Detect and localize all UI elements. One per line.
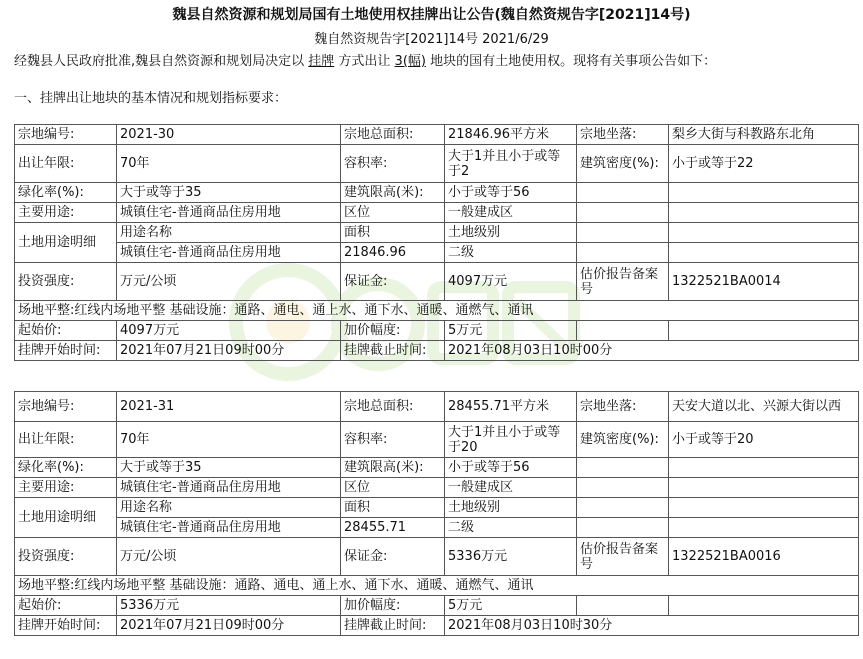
label-total-area: 宗地总面积: <box>341 392 445 422</box>
label-appraisal: 估价报告备案号 <box>577 263 669 301</box>
table-row <box>15 422 859 458</box>
value-green: 大于或等于35 <box>117 458 341 478</box>
value-appraisal: 1322521BA0014 <box>669 263 859 301</box>
value-height: 小于或等于56 <box>445 183 577 203</box>
value-leveling: 红线内场地平整 基础设施：通路、通电、通上水、通下水、通暖、通燃气、通讯 <box>74 303 534 318</box>
label-invest: 投资强度: <box>15 263 117 301</box>
label-list-start: 挂牌开始时间: <box>15 341 117 361</box>
table-row <box>15 518 859 538</box>
label-far: 容积率: <box>341 145 445 183</box>
label-height: 建筑限高(米): <box>341 183 445 203</box>
intro-count: 3(幅) <box>394 54 426 69</box>
table-row <box>15 498 859 518</box>
value-leveling: 红线内场地平整 基础设施：通路、通电、通上水、通下水、通暖、通燃气、通讯 <box>74 578 534 593</box>
value-far: 大于1并且小于或等于2 <box>445 145 577 183</box>
document-title: 魏县自然资源和规划局国有土地使用权挂牌出让公告(魏自然资规告字[2021]14号) <box>172 7 691 23</box>
label-appraisal: 估价报告备案号 <box>577 538 669 576</box>
label-density: 建筑密度(%): <box>577 145 669 183</box>
value-main-use: 城镇住宅-普通商品住房用地 <box>117 203 341 223</box>
value-deposit: 4097万元 <box>445 263 577 301</box>
value-term: 70年 <box>117 422 341 458</box>
value-increment: 5万元 <box>445 321 577 341</box>
label-far: 容积率: <box>341 422 445 458</box>
label-green: 绿化率(%): <box>15 183 117 203</box>
value-far: 大于1并且小于或等于20 <box>445 422 577 458</box>
value-invest-unit: 万元/公顷 <box>117 538 341 576</box>
table-row <box>15 145 859 183</box>
label-increment: 加价幅度: <box>341 321 445 341</box>
value-location: 梨乡大街与科教路东北角 <box>669 125 859 145</box>
value-list-start: 2021年07月21日09时00分 <box>117 616 341 636</box>
label-total-area: 宗地总面积: <box>341 125 445 145</box>
intro-before-method: 经魏县人民政府批准,魏县自然资源和规划局决定以 <box>14 54 309 69</box>
value-appraisal: 1322521BA0016 <box>669 538 859 576</box>
leveling-row <box>15 576 859 596</box>
label-parcel-no: 宗地编号: <box>15 392 117 422</box>
intro-paragraph <box>14 53 859 70</box>
label-list-start: 挂牌开始时间: <box>15 616 117 636</box>
table-row <box>15 392 859 422</box>
label-start-price: 起始价: <box>15 321 117 341</box>
value-density: 小于或等于20 <box>669 422 859 458</box>
value-parcel-no: 2021-31 <box>117 392 341 422</box>
label-leveling: 场地平整: <box>18 578 75 593</box>
label-parcel-no: 宗地编号: <box>15 125 117 145</box>
value-total-area: 21846.96平方米 <box>445 125 577 145</box>
parcel-table-1 <box>14 124 859 361</box>
table-row <box>15 616 859 636</box>
value-land-grade: 二级 <box>445 518 577 538</box>
table-row <box>15 183 859 203</box>
value-start-price: 5336万元 <box>117 596 341 616</box>
parcel-table-2 <box>14 391 859 636</box>
value-term: 70年 <box>117 145 341 183</box>
table-row <box>15 478 859 498</box>
value-area: 21846.96 <box>341 243 445 263</box>
label-use-detail: 土地用途明细 <box>15 498 117 538</box>
value-location: 天安大道以北、兴源大街以西 <box>669 392 859 422</box>
label-green: 绿化率(%): <box>15 458 117 478</box>
label-use-detail: 土地用途明细 <box>15 223 117 263</box>
value-increment: 5万元 <box>445 596 577 616</box>
label-invest: 投资强度: <box>15 538 117 576</box>
value-start-price: 4097万元 <box>117 321 341 341</box>
value-list-end: 2021年08月03日10时00分 <box>445 341 859 361</box>
table-row <box>15 341 859 361</box>
label-main-use: 主要用途: <box>15 203 117 223</box>
value-density: 小于或等于22 <box>669 145 859 183</box>
value-parcel-no: 2021-30 <box>117 125 341 145</box>
table-row <box>15 576 859 596</box>
label-use-name: 用途名称 <box>117 498 341 518</box>
label-height: 建筑限高(米): <box>341 458 445 478</box>
intro-method: 挂牌 <box>308 54 335 69</box>
table-row <box>15 223 859 243</box>
table-row <box>15 203 859 223</box>
label-zone: 区位 <box>341 203 445 223</box>
table-row <box>15 596 859 616</box>
label-list-end: 挂牌截止时间: <box>341 616 445 636</box>
table-row <box>15 321 859 341</box>
table-row <box>15 458 859 478</box>
value-land-grade: 二级 <box>445 243 577 263</box>
intro-after: 地块的国有土地使用权。现将有关事项公告如下： <box>425 54 717 69</box>
section-heading: 一、挂牌出让地块的基本情况和规划指标要求： <box>14 91 288 106</box>
label-land-grade: 土地级别 <box>445 498 577 518</box>
table-row <box>15 538 859 576</box>
label-location: 宗地坐落: <box>577 125 669 145</box>
label-list-end: 挂牌截止时间: <box>341 341 445 361</box>
label-location: 宗地坐落: <box>577 392 669 422</box>
label-land-grade: 土地级别 <box>445 223 577 243</box>
intro-mid: 方式出让 <box>334 54 395 69</box>
label-deposit: 保证金: <box>341 263 445 301</box>
label-zone: 区位 <box>341 478 445 498</box>
label-main-use: 主要用途: <box>15 478 117 498</box>
doc-number-date: 魏自然资规告字[2021]14号 2021/6/29 <box>314 32 549 47</box>
label-term: 出让年限: <box>15 145 117 183</box>
value-green: 大于或等于35 <box>117 183 341 203</box>
label-use-name: 用途名称 <box>117 223 341 243</box>
value-deposit: 5336万元 <box>445 538 577 576</box>
table-row <box>15 301 859 321</box>
label-area: 面积 <box>341 498 445 518</box>
label-area: 面积 <box>341 223 445 243</box>
value-height: 小于或等于56 <box>445 458 577 478</box>
label-deposit: 保证金: <box>341 538 445 576</box>
table-row <box>15 263 859 301</box>
value-main-use: 城镇住宅-普通商品住房用地 <box>117 478 341 498</box>
value-zone: 一般建成区 <box>445 478 577 498</box>
label-increment: 加价幅度: <box>341 596 445 616</box>
value-invest-unit: 万元/公顷 <box>117 263 341 301</box>
table-row <box>15 125 859 145</box>
value-area: 28455.71 <box>341 518 445 538</box>
value-zone: 一般建成区 <box>445 203 577 223</box>
label-leveling: 场地平整: <box>18 303 75 318</box>
leveling-row <box>15 301 859 321</box>
label-term: 出让年限: <box>15 422 117 458</box>
value-use-name: 城镇住宅-普通商品住房用地 <box>117 518 341 538</box>
table-row <box>15 243 859 263</box>
label-start-price: 起始价: <box>15 596 117 616</box>
value-total-area: 28455.71平方米 <box>445 392 577 422</box>
value-use-name: 城镇住宅-普通商品住房用地 <box>117 243 341 263</box>
value-list-end: 2021年08月03日10时30分 <box>445 616 859 636</box>
value-list-start: 2021年07月21日09时00分 <box>117 341 341 361</box>
label-density: 建筑密度(%): <box>577 422 669 458</box>
